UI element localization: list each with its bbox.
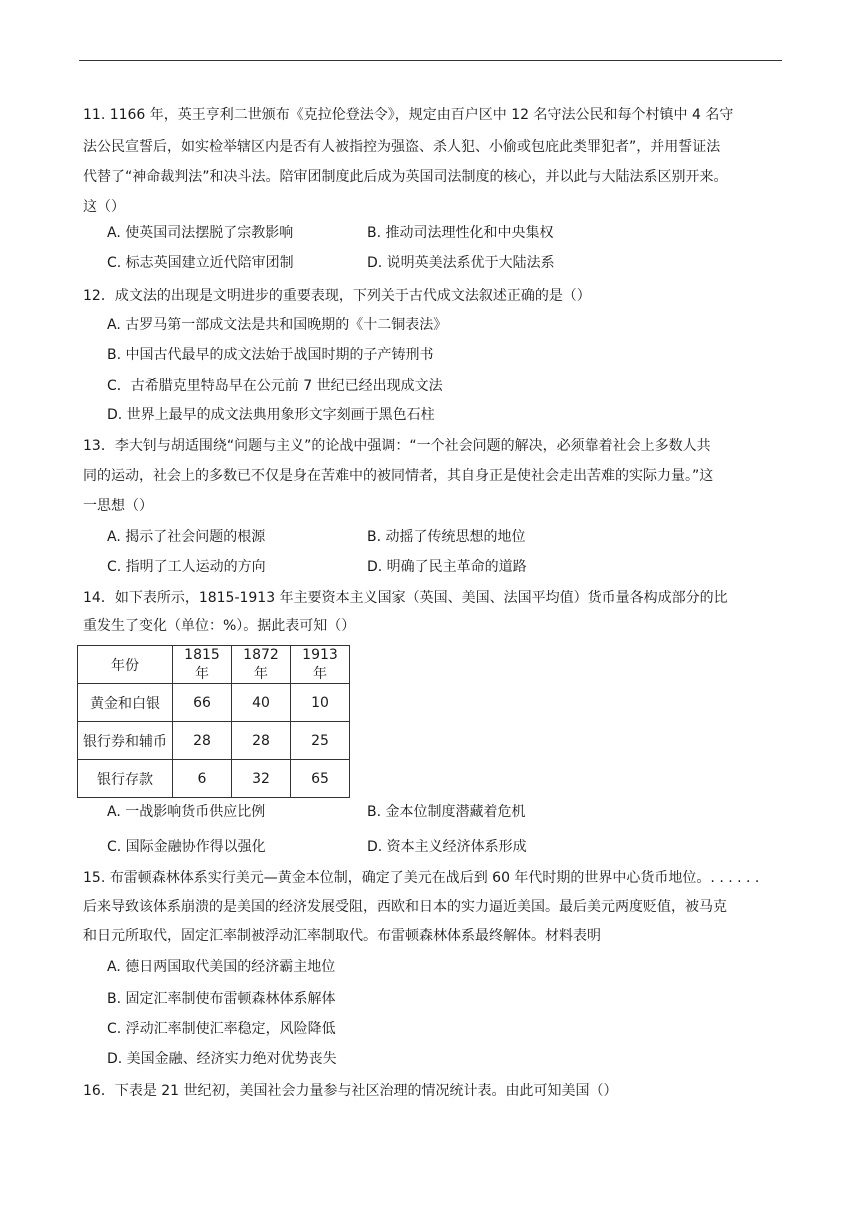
table-cell: 6 bbox=[173, 760, 232, 798]
q11-stem-line-4: 这（） bbox=[83, 199, 125, 215]
q14-option-b[interactable]: B. 金本位制度潜藏着危机 bbox=[367, 804, 526, 820]
q13-option-d[interactable]: D. 明确了民主革命的道路 bbox=[367, 559, 527, 575]
table-cell: 32 bbox=[232, 760, 291, 798]
q15-option-d[interactable]: D. 美国金融、经济实力绝对优势丧失 bbox=[107, 1051, 337, 1067]
table-row-label: 黄金和白银 bbox=[78, 684, 173, 722]
table-header-cell: 1872 年 bbox=[232, 646, 291, 684]
q12-option-a[interactable]: A. 古罗马第一部成文法是共和国晚期的《十二铜表法》 bbox=[107, 317, 448, 333]
q12-option-b[interactable]: B. 中国古代最早的成文法始于战国时期的子产铸刑书 bbox=[107, 347, 434, 363]
q12-option-d[interactable]: D. 世界上最早的成文法典用象形文字刻画于黑色石柱 bbox=[107, 407, 435, 423]
q11-option-c[interactable]: C. 标志英国建立近代陪审团制 bbox=[107, 255, 294, 271]
q15-stem-line-3: 和日元所取代，固定汇率制被浮动汇率制取代。布雷顿森林体系最终解体。材料表明 bbox=[83, 928, 601, 944]
table-row bbox=[78, 722, 350, 760]
table-header-row bbox=[78, 646, 350, 684]
table-header-cell: 年份 bbox=[78, 646, 173, 684]
q14-option-a[interactable]: A. 一战影响货币供应比例 bbox=[107, 804, 266, 820]
table-row-label: 银行存款 bbox=[78, 760, 173, 798]
q14-option-d[interactable]: D. 资本主义经济体系形成 bbox=[367, 839, 527, 855]
q15-stem-line-2: 后来导致该体系崩溃的是美国的经济发展受阻，西欧和日本的实力逼近美国。最后美元两度贬值，被马克 bbox=[83, 899, 727, 915]
q13-option-c[interactable]: C. 指明了工人运动的方向 bbox=[107, 559, 266, 575]
q11-stem-line-1: 11. 1166 年，英王亨利二世颁布《克拉伦登法令》，规定由百户区中 12 名守法公民和每个村镇中 4 名守 bbox=[83, 107, 734, 123]
table-cell: 28 bbox=[173, 722, 232, 760]
currency-composition-table bbox=[77, 645, 350, 798]
table-cell: 65 bbox=[291, 760, 350, 798]
table-cell: 66 bbox=[173, 684, 232, 722]
table-cell: 10 bbox=[291, 684, 350, 722]
table-row-label: 银行券和辅币 bbox=[78, 722, 173, 760]
q11-stem-line-3: 代替了“神命裁判法”和决斗法。陪审团制度此后成为英国司法制度的核心，并以此与大陆法系区别开来。 bbox=[83, 169, 728, 185]
q13-option-b[interactable]: B. 动摇了传统思想的地位 bbox=[367, 529, 526, 545]
header-rule bbox=[79, 60, 782, 61]
q15-option-a[interactable]: A. 德日两国取代美国的经济霸主地位 bbox=[107, 959, 336, 975]
q13-stem-line-2: 同的运动，社会上的多数已不仅是身在苦难中的被同情者，其自身正是使社会走出苦难的实际力量。”这 bbox=[83, 468, 714, 484]
q15-option-c[interactable]: C. 浮动汇率制使汇率稳定，风险降低 bbox=[107, 1021, 336, 1037]
q11-stem-line-2: 法公民宣誓后，如实检举辖区内是否有人被指控为强盗、杀人犯、小偷或包庇此类罪犯者”，并用誓证法 bbox=[83, 139, 721, 155]
q16-stem-line-1: 16．下表是 21 世纪初，美国社会力量参与社区治理的情况统计表。由此可知美国（） bbox=[83, 1083, 618, 1099]
table-row bbox=[78, 684, 350, 722]
q13-option-a[interactable]: A. 揭示了社会问题的根源 bbox=[107, 529, 266, 545]
table-header-cell: 1815 年 bbox=[173, 646, 232, 684]
q14-stem-line-1: 14．如下表所示，1815-1913 年主要资本主义国家（英国、美国、法国平均值）货币量各构成部分的比 bbox=[83, 590, 728, 606]
q12-option-c[interactable]: C．古希腊克里特岛早在公元前 7 世纪已经出现成文法 bbox=[107, 378, 443, 394]
table-row bbox=[78, 760, 350, 798]
q13-stem-line-1: 13．李大钊与胡适围绕“问题与主义”的论战中强调：“一个社会问题的解决，必须靠着社会上多数人共 bbox=[83, 438, 711, 454]
q15-stem-line-1: 15. 布雷顿森林体系实行美元—黄金本位制，确定了美元在战后到 60 年代时期的世界中心货币地位。. . . . . . bbox=[83, 870, 760, 886]
table-header-cell: 1913 年 bbox=[291, 646, 350, 684]
q12-stem-line-1: 12．成文法的出现是文明进步的重要表现，下列关于古代成文法叙述正确的是（） bbox=[83, 288, 591, 304]
q11-option-b[interactable]: B. 推动司法理性化和中央集权 bbox=[367, 225, 554, 241]
table-cell: 40 bbox=[232, 684, 291, 722]
q11-option-a[interactable]: A. 使英国司法摆脱了宗教影响 bbox=[107, 225, 294, 241]
q13-stem-line-3: 一思想（） bbox=[83, 498, 153, 514]
table-cell: 28 bbox=[232, 722, 291, 760]
q11-option-d[interactable]: D. 说明英美法系优于大陆法系 bbox=[367, 255, 555, 271]
q14-stem-line-2: 重发生了变化（单位：%）。据此表可知（） bbox=[83, 618, 356, 634]
q15-option-b[interactable]: B. 固定汇率制使布雷顿森林体系解体 bbox=[107, 991, 336, 1007]
table-cell: 25 bbox=[291, 722, 350, 760]
q14-option-c[interactable]: C. 国际金融协作得以强化 bbox=[107, 839, 266, 855]
